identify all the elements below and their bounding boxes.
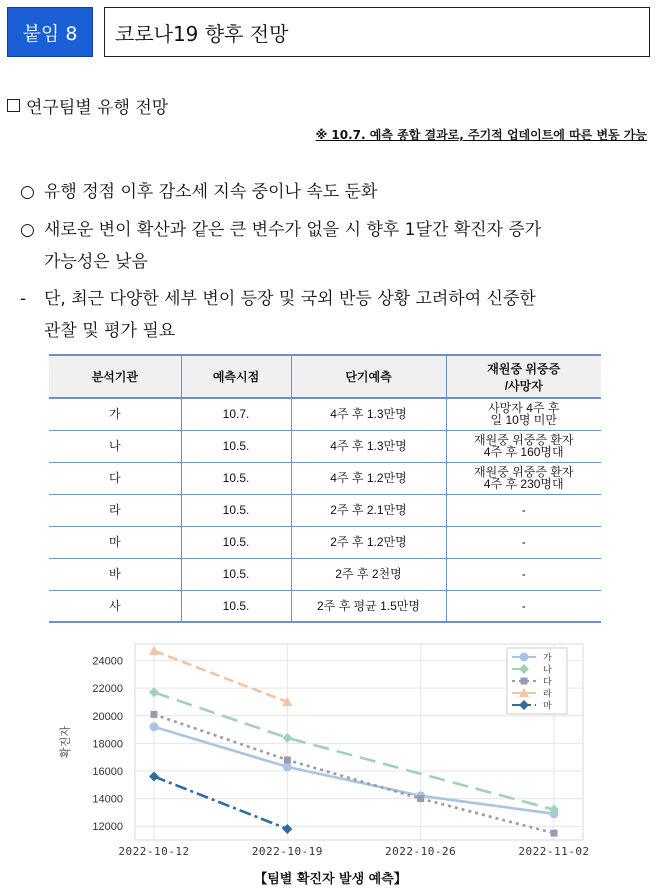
- checkbox-square-icon: [7, 99, 20, 112]
- y-axis-label: 확진자: [59, 726, 72, 758]
- column-header-date: 예측시점: [181, 355, 291, 398]
- cell-severe: 재원중 위중증 환자 4주 후 230명대: [446, 462, 601, 494]
- cell-agency: 바: [49, 558, 181, 590]
- bullet-continuation: 가능성은 낮음: [44, 252, 148, 272]
- cell-agency: 마: [49, 526, 181, 558]
- bullet-item: [20, 214, 650, 278]
- section-heading-text: 연구팀별 유행 전망: [26, 98, 169, 118]
- y-tick-label: 22000: [92, 683, 123, 696]
- cell-short-term: 4주 후 1.2만명: [291, 462, 446, 494]
- cell-agency: 라: [49, 494, 181, 526]
- cell-short-term: 2주 후 1.2만명: [291, 526, 446, 558]
- legend-marker: [520, 653, 529, 662]
- data-point-0: [283, 762, 292, 771]
- bullet-item: [20, 283, 650, 347]
- table-row: [49, 494, 601, 526]
- legend-label: 다: [543, 677, 552, 688]
- cell-short-term: 4주 후 1.3만명: [291, 398, 446, 430]
- y-tick-label: 14000: [92, 793, 123, 806]
- x-tick-label: 2022-10-26: [385, 845, 457, 858]
- dash-bullet-icon: -: [20, 289, 27, 309]
- forecast-table: [49, 354, 601, 623]
- chart-caption: 【팀별 확진자 발생 예측】: [254, 872, 407, 887]
- cell-severe: 사망자 4주 후 일 10명 미만: [446, 398, 601, 430]
- x-tick-label: 2022-10-19: [251, 845, 323, 858]
- cell-date: 10.5.: [181, 590, 291, 622]
- cell-severe: 재원중 위중증 환자 4주 후 160명대: [446, 430, 601, 462]
- legend-label: 마: [543, 701, 552, 712]
- legend-label: 라: [543, 689, 552, 700]
- cell-date: 10.5.: [181, 526, 291, 558]
- cell-date: 10.5.: [181, 430, 291, 462]
- cell-date: 10.5.: [181, 494, 291, 526]
- bullet-continuation: 관찰 및 평가 필요: [44, 321, 176, 341]
- table-header-row: [49, 355, 601, 398]
- cell-severe: -: [446, 526, 601, 558]
- legend-marker: [521, 678, 528, 685]
- circle-bullet-icon: ○: [20, 220, 35, 240]
- cell-agency: 다: [49, 462, 181, 494]
- legend-label: 나: [543, 665, 552, 676]
- section-heading: [7, 93, 168, 118]
- cell-short-term: 2주 후 2.1만명: [291, 494, 446, 526]
- table-row: [49, 430, 601, 462]
- cell-agency: 가: [49, 398, 181, 430]
- data-point-2: [151, 711, 158, 718]
- y-tick-label: 24000: [92, 655, 123, 668]
- table-row: [49, 462, 601, 494]
- cell-agency: 나: [49, 430, 181, 462]
- circle-bullet-icon: ○: [20, 182, 35, 202]
- cell-severe: -: [446, 494, 601, 526]
- cell-date: 10.7.: [181, 398, 291, 430]
- cell-agency: 사: [49, 590, 181, 622]
- y-tick-label: 18000: [92, 738, 123, 751]
- column-header-short-term: 단기예측: [291, 355, 446, 398]
- y-tick-label: 16000: [92, 765, 123, 778]
- cell-short-term: 4주 후 1.3만명: [291, 430, 446, 462]
- bullet-text: 새로운 변이 확산과 같은 큰 변수가 없을 시 향후 1달간 확진자 증가: [44, 220, 542, 240]
- attachment-badge: 붙임 8: [7, 7, 93, 57]
- table-row: [49, 558, 601, 590]
- page-title: 코로나19 향후 전망: [115, 21, 289, 46]
- cell-severe: -: [446, 590, 601, 622]
- column-header-agency: 분석기관: [49, 355, 181, 398]
- data-point-2: [417, 795, 424, 802]
- y-tick-label: 12000: [92, 821, 123, 834]
- cell-short-term: 2주 후 평균 1.5만명: [291, 590, 446, 622]
- column-header-severe: 재원중 위중증 /사망자: [446, 355, 601, 398]
- y-tick-label: 20000: [92, 710, 123, 723]
- data-point-2: [551, 830, 558, 837]
- x-tick-label: 2022-10-12: [118, 845, 190, 858]
- data-point-2: [284, 756, 291, 763]
- bullet-text: 단, 최근 다양한 세부 변이 등장 및 국외 반등 상황 고려하여 신중한: [44, 289, 536, 309]
- cell-date: 10.5.: [181, 558, 291, 590]
- table-row: [49, 398, 601, 430]
- legend-label: 가: [543, 653, 552, 664]
- update-note: ※ 10.7. 예측 종합 결과로, 주기적 업데이트에 따른 변동 가능: [315, 128, 647, 142]
- data-point-0: [150, 722, 159, 731]
- cell-date: 10.5.: [181, 462, 291, 494]
- x-tick-label: 2022-11-02: [518, 845, 590, 858]
- forecast-line-chart: [55, 636, 603, 864]
- bullet-item: [20, 176, 650, 208]
- bullet-text: 유행 정점 이후 감소세 지속 중이나 속도 둔화: [44, 182, 378, 202]
- table-row: [49, 590, 601, 622]
- cell-severe: -: [446, 558, 601, 590]
- table-row: [49, 526, 601, 558]
- cell-short-term: 2주 후 2천명: [291, 558, 446, 590]
- page-title-box: [104, 7, 650, 57]
